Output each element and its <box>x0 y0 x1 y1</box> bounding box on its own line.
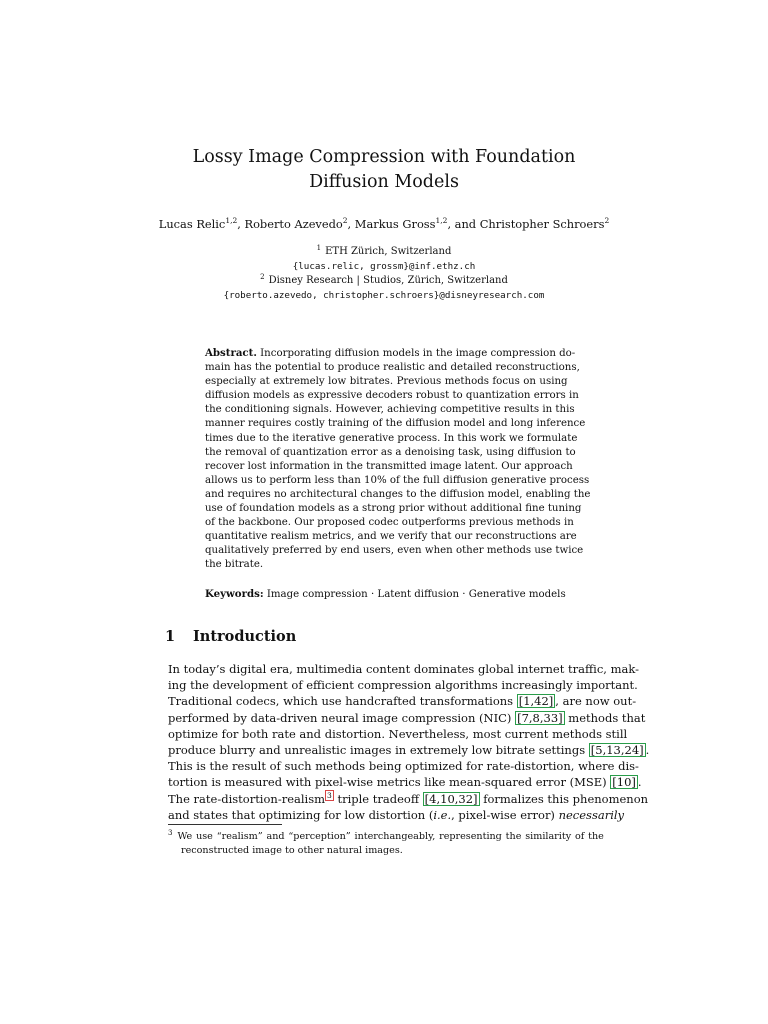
footnote-line: reconstructed image to other natural images. <box>181 845 403 856</box>
keywords-label: Keywords: <box>205 588 264 600</box>
author-sep: , <box>237 217 245 231</box>
body-text: , pixel-wise error) <box>451 807 559 822</box>
author-name: Markus Gross <box>354 217 436 231</box>
author-affil-mark: 1,2 <box>435 216 448 225</box>
body-text: produce blurry and unrealistic images in extremely low bitrate settings <box>168 743 589 758</box>
affil-num: 1 <box>316 244 322 252</box>
abstract-line: main has the potential to produce realistic and detailed reconstructions, <box>205 362 580 374</box>
abstract <box>205 346 591 573</box>
author-affil-mark: 2 <box>604 216 610 225</box>
body-text: The rate-distortion-realism <box>168 791 326 806</box>
citation-link[interactable]: [4,10,32] <box>424 791 478 806</box>
body-text: and states that optimizing for low distortion ( <box>168 807 434 822</box>
affil-num: 2 <box>260 273 265 281</box>
body-text: . <box>645 743 650 758</box>
section-heading <box>165 628 296 645</box>
citation-link[interactable]: [7,8,33] <box>517 710 563 725</box>
body-text: triple tradeoff <box>333 791 423 806</box>
body-text: methods that <box>564 710 646 725</box>
footnote <box>168 830 604 858</box>
author-list <box>0 216 768 232</box>
keywords <box>205 587 568 602</box>
affil-name: ETH Zürich, Switzerland <box>325 246 452 257</box>
affiliation-2 <box>0 274 768 289</box>
abstract-text: Incorporating diffusion models in the image compression do- <box>260 348 576 359</box>
intro-paragraph <box>168 661 650 823</box>
author-affil-mark: 1,2 <box>225 216 238 225</box>
abstract-line <box>205 346 576 361</box>
abstract-line: and requires no architectural changes to the diffusion model, enabling the <box>205 488 591 500</box>
section-number: 1 <box>165 628 176 645</box>
abstract-line: times due to the iterative generative process. In this work we formulate <box>205 432 578 444</box>
affiliation-2-email: {roberto.azevedo, christopher.schroers}@disneyresearch.com <box>223 289 545 301</box>
body-line <box>168 693 637 709</box>
body-text: performed by data-driven neural image compression (NIC) <box>168 710 516 725</box>
body-text: . <box>637 775 642 790</box>
body-line: In today’s digital era, multimedia content dominates global internet traffic, mak- <box>168 662 639 676</box>
body-line: optimize for both rate and distortion. Nevertheless, most current methods still <box>168 726 628 741</box>
body-line: ing the development of efficient compression algorithms increasingly important. <box>168 678 638 693</box>
body-text: tortion is measured with pixel-wise metrics like mean-squared error (MSE) <box>168 775 611 790</box>
body-text-italic: necessarily <box>558 807 625 822</box>
body-line: This is the result of such methods being optimized for rate-distortion, where dis- <box>168 759 639 774</box>
abstract-line: of the backbone. Our proposed codec outperforms previous methods in <box>205 517 574 529</box>
abstract-line: qualitatively preferred by end users, even when other methods use twice <box>205 545 584 557</box>
abstract-line: manner requires costly training of the diffusion model and long inference <box>205 418 586 430</box>
affiliation-1-email: {lucas.relic, grossm}@inf.ethz.ch <box>292 260 476 272</box>
abstract-line: the conditioning signals. However, achieving competitive results in this <box>205 404 575 416</box>
abstract-line: allows us to perform less than 10% of the full diffusion generative process <box>205 474 590 486</box>
body-line <box>168 774 642 790</box>
abstract-line: quantitative realism metrics, and we verify that our reconstructions are <box>205 531 577 543</box>
author-affil-mark: 2 <box>342 216 348 225</box>
abstract-line: the bitrate. <box>205 559 264 571</box>
citation-link[interactable]: [5,13,24] <box>590 743 644 758</box>
abstract-line: use of foundation models as a strong prior without additional fine tuning <box>205 503 582 515</box>
citation-link[interactable]: [1,42] <box>518 694 554 709</box>
body-line <box>168 807 625 823</box>
abstract-label: Abstract. <box>205 347 257 359</box>
footnote-text: We use “realism” and “perception” interchangeably, representing the similarity of the <box>177 831 604 842</box>
footnote-number: 3 <box>168 829 173 837</box>
body-line <box>168 742 650 758</box>
title-line-1: Lossy Image Compression with Foundation <box>192 147 576 167</box>
body-line <box>168 790 649 807</box>
abstract-line: diffusion models as expressive decoders robust to quantization errors in <box>205 390 579 402</box>
section-title: Introduction <box>193 628 297 645</box>
author-sep: , <box>347 217 355 231</box>
footnote-line <box>168 830 604 844</box>
author-name: Christopher Schroers <box>479 217 605 231</box>
affiliation-1 <box>0 245 768 260</box>
body-text: Traditional codecs, which use handcrafted transformations <box>168 694 517 709</box>
abstract-line: the removal of quantization error as a denoising task, using diffusion to <box>205 446 576 458</box>
body-text: , are now out- <box>555 694 637 709</box>
footnote-divider <box>168 824 282 825</box>
body-line <box>168 710 646 726</box>
abstract-line: recover lost information in the transmitted image latent. Our approach <box>205 460 573 472</box>
affil-name: Disney Research | Studios, Zürich, Switzerland <box>268 275 508 286</box>
footnote-link[interactable]: 3 <box>327 790 332 800</box>
author-name: Lucas Relic <box>158 217 226 231</box>
abstract-line: especially at extremely low bitrates. Previous methods focus on using <box>205 376 568 388</box>
body-text: formalizes this phenomenon <box>479 791 649 806</box>
citation-link[interactable]: [10] <box>612 775 636 790</box>
keywords-text: Image compression · Latent diffusion · Generative models <box>266 589 566 600</box>
affiliations <box>0 245 768 303</box>
paper-title <box>0 145 768 195</box>
body-text-italic: i.e. <box>433 807 452 822</box>
author-sep: , and <box>447 217 480 231</box>
author-name: Roberto Azevedo <box>244 217 343 231</box>
title-line-2: Diffusion Models <box>309 172 459 192</box>
